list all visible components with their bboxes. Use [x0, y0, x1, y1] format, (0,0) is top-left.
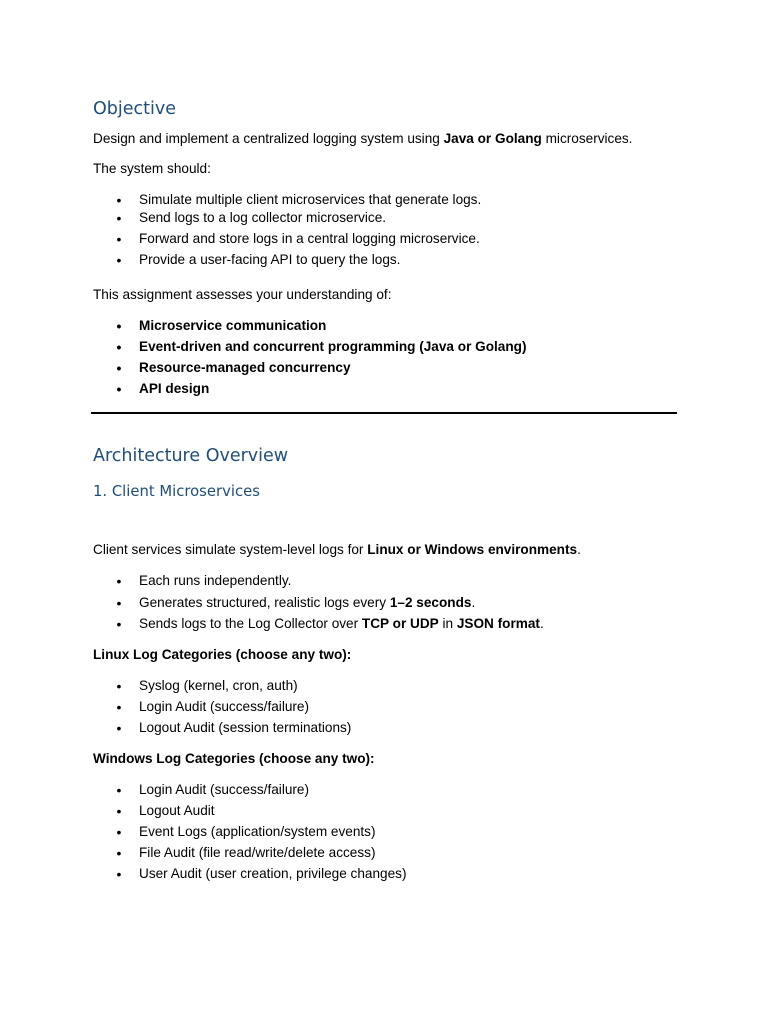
assesses-label: This assignment assesses your understanding of: [93, 287, 392, 302]
list-item-text: Sends logs to the Log Collector over [139, 616, 362, 631]
intro-language: Java or Golang [443, 131, 542, 146]
list-item-text: Send logs to a log collector microservice. [139, 210, 387, 225]
client-intro-suffix: . [577, 542, 581, 557]
windows-categories-list [93, 781, 406, 883]
bullet-glyph: • [116, 678, 122, 694]
list-item-text: Provide a user-facing API to query the logs. [139, 252, 401, 267]
list-item-text: Login Audit (success/failure) [139, 782, 310, 797]
windows-categories-heading [93, 750, 375, 768]
bullet-glyph: • [116, 231, 122, 247]
list-item [93, 230, 481, 248]
log-interval: 1–2 seconds [389, 595, 472, 610]
list-item-text: Event Logs (application/system events) [139, 824, 376, 839]
list-item [93, 380, 527, 398]
list-item [93, 191, 481, 209]
list-item-mid: in [438, 616, 457, 631]
bullet-glyph: • [116, 845, 122, 861]
list-item-suffix: . [539, 616, 544, 631]
list-item-text: Generates structured, realistic logs every [139, 595, 390, 610]
objective-intro [93, 130, 632, 148]
list-item-text: Logout Audit [139, 803, 215, 818]
list-item [93, 251, 481, 269]
list-item-suffix: . [471, 595, 476, 610]
list-item-text: Microservice communication [139, 318, 327, 333]
list-item-text: Simulate multiple client microservices that generate logs. [139, 192, 482, 207]
list-item [93, 338, 527, 356]
list-item [93, 209, 481, 227]
list-item-text: Logout Audit (session terminations) [139, 720, 352, 735]
list-item-text: Each runs independently. [139, 573, 292, 588]
bullet-glyph: • [116, 782, 122, 798]
bullet-glyph: • [116, 595, 122, 611]
list-item [93, 823, 406, 841]
list-item [93, 594, 544, 612]
linux-categories-heading [93, 646, 351, 664]
system-should-label: The system should: [93, 161, 211, 176]
bullet-glyph: • [116, 720, 122, 736]
bullet-glyph: • [116, 360, 122, 376]
list-item-text: Syslog (kernel, cron, auth) [139, 678, 298, 693]
list-item [93, 359, 527, 377]
list-item [93, 865, 406, 883]
bullet-glyph: • [116, 699, 122, 715]
linux-categories-label: Linux Log Categories (choose any two): [93, 647, 352, 662]
bullet-glyph: • [116, 381, 122, 397]
list-item-text: Forward and store logs in a central logging microservice. [139, 231, 480, 246]
intro-text: Design and implement a centralized logging system using [93, 131, 444, 146]
list-item [93, 572, 544, 590]
bullet-glyph: • [116, 803, 122, 819]
architecture-heading: Architecture Overview [93, 446, 289, 466]
skills-list [93, 317, 527, 398]
bullet-glyph: • [116, 866, 122, 882]
bullet-glyph: • [116, 339, 122, 355]
client-intro-text: Client services simulate system-level logs for [93, 542, 368, 557]
bullet-glyph: • [116, 252, 122, 268]
list-item [93, 802, 406, 820]
list-item-text: File Audit (file read/write/delete access) [139, 845, 376, 860]
objective-heading: Objective [93, 99, 176, 119]
bullet-glyph: • [116, 616, 122, 632]
client-behaviour-list [93, 572, 544, 633]
client-environments: Linux or Windows environments [367, 542, 578, 557]
list-item-text: Resource-managed concurrency [139, 360, 351, 375]
list-item [93, 719, 351, 737]
list-item [93, 844, 406, 862]
bullet-glyph: • [116, 573, 122, 589]
list-item [93, 698, 351, 716]
system-requirements-list [93, 191, 481, 269]
client-intro [93, 541, 581, 559]
log-format: JSON format [456, 616, 540, 631]
list-item [93, 677, 351, 695]
client-microservices-subheading: 1. Client Microservices [93, 483, 260, 500]
list-item-text: Login Audit (success/failure) [139, 699, 310, 714]
transport-protocol: TCP or UDP [361, 616, 439, 631]
bullet-glyph: • [116, 824, 122, 840]
linux-categories-list [93, 677, 351, 737]
windows-categories-label: Windows Log Categories (choose any two): [93, 751, 375, 766]
list-item-text: Event-driven and concurrent programming (Java or Golang) [139, 339, 527, 354]
list-item-text: User Audit (user creation, privilege changes) [139, 866, 407, 881]
list-item [93, 781, 406, 799]
list-item-text: API design [139, 381, 210, 396]
list-item [93, 317, 527, 335]
list-item [93, 615, 544, 633]
bullet-glyph: • [116, 210, 122, 226]
bullet-glyph: • [116, 192, 122, 208]
horizontal-divider [91, 412, 677, 414]
intro-suffix: microservices. [541, 131, 633, 146]
bullet-glyph: • [116, 318, 122, 334]
